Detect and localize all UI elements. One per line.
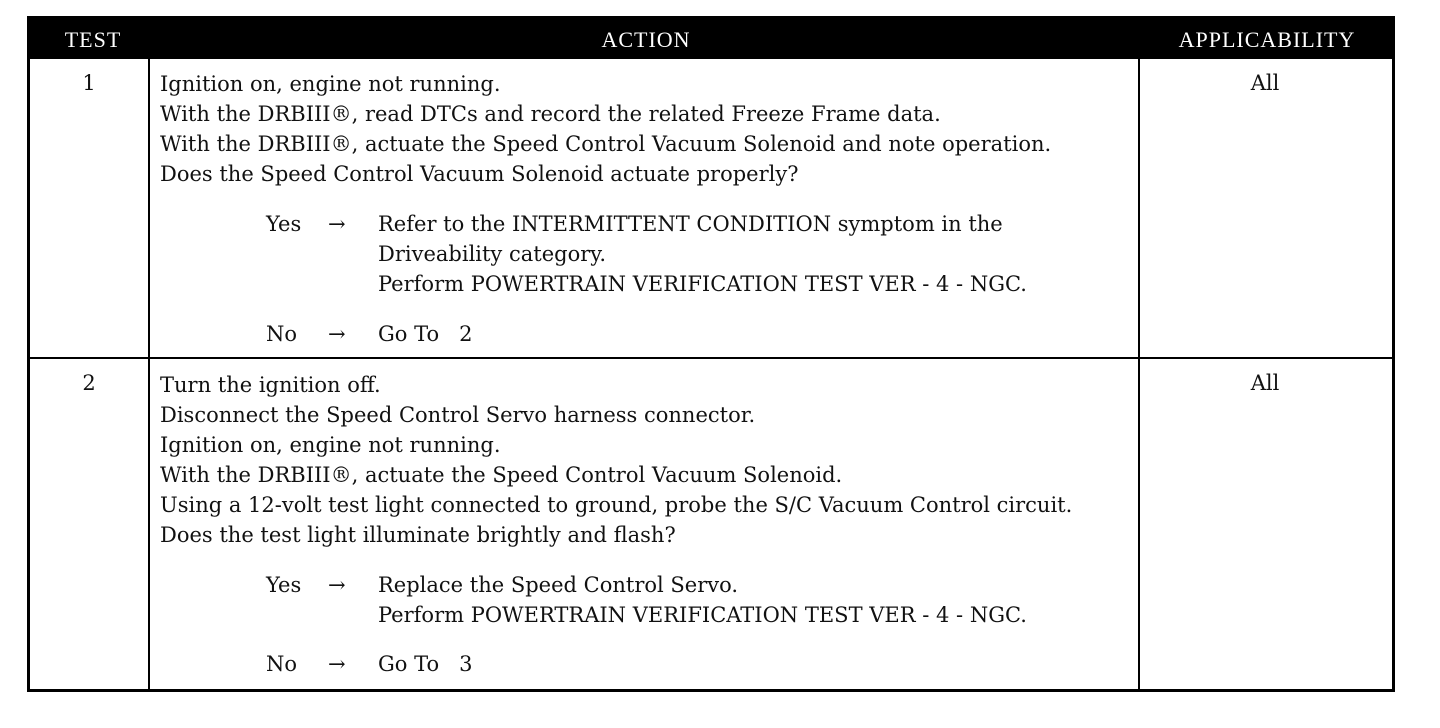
action-steps [160, 69, 1051, 189]
action-step: Ignition on, engine not running. [160, 433, 501, 457]
action-step: With the DRBIII®, actuate the Speed Control Vacuum Solenoid. [160, 463, 843, 487]
action-step: With the DRBIII®, actuate the Speed Control Vacuum Solenoid and note operation. [160, 132, 1052, 156]
yes-action-line: Perform POWERTRAIN VERIFICATION TEST VER - 4 - NGC. [378, 272, 1027, 296]
action-step: With the DRBIII®, read DTCs and record the related Freeze Frame data. [160, 102, 941, 126]
yes-actions [378, 570, 1027, 630]
table-header [30, 19, 1392, 59]
action-step: Using a 12-volt test light connected to ground, probe the S/C Vacuum Control circuit. [160, 493, 1073, 517]
yes-action-line: Refer to the INTERMITTENT CONDITION symptom in the [378, 212, 1003, 236]
no-label: No [266, 652, 298, 676]
test-number: 2 [82, 371, 96, 395]
arrow-right-icon: → [328, 212, 346, 236]
diagnostic-test-table [27, 16, 1395, 692]
yes-actions [378, 209, 1027, 299]
applicability-value: All [1250, 371, 1280, 395]
test-number: 1 [82, 71, 96, 95]
no-goto: Go To 2 [378, 322, 473, 346]
action-step: Does the Speed Control Vacuum Solenoid actuate properly? [160, 162, 799, 186]
column-divider-test [148, 59, 150, 689]
header-action: ACTION [601, 27, 691, 52]
yes-label: Yes [266, 212, 302, 236]
yes-label: Yes [266, 573, 302, 597]
yes-action-line: Replace the Speed Control Servo. [378, 573, 739, 597]
applicability-value: All [1250, 71, 1280, 95]
action-step: Ignition on, engine not running. [160, 72, 501, 96]
yes-action-line: Driveability category. [378, 242, 606, 266]
arrow-right-icon: → [328, 652, 346, 676]
row-divider [30, 357, 1392, 359]
action-steps [160, 370, 1072, 550]
action-step: Disconnect the Speed Control Servo harness connector. [160, 403, 756, 427]
no-label: No [266, 322, 298, 346]
action-step: Turn the ignition off. [160, 373, 381, 397]
arrow-right-icon: → [328, 322, 346, 346]
header-applicability: APPLICABILITY [1178, 27, 1356, 52]
arrow-right-icon: → [328, 573, 346, 597]
action-step: Does the test light illuminate brightly and flash? [160, 523, 676, 547]
no-goto: Go To 3 [378, 652, 473, 676]
yes-action-line: Perform POWERTRAIN VERIFICATION TEST VER - 4 - NGC. [378, 603, 1027, 627]
header-test: TEST [64, 27, 122, 52]
